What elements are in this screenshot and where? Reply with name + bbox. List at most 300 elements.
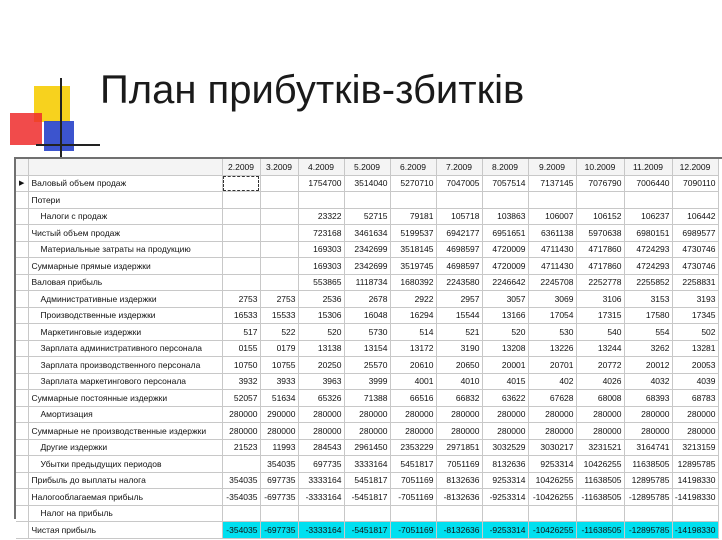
- table-row[interactable]: [16, 505, 718, 522]
- table-cell[interactable]: [222, 175, 260, 192]
- table-cell[interactable]: 51634: [260, 390, 298, 407]
- table-cell[interactable]: 20772: [576, 357, 624, 374]
- column-header[interactable]: 10.2009: [576, 159, 624, 175]
- table-cell[interactable]: 63622: [482, 390, 528, 407]
- table-cell[interactable]: 2353229: [390, 439, 436, 456]
- table-cell[interactable]: 20610: [390, 357, 436, 374]
- table-cell[interactable]: 20012: [624, 357, 672, 374]
- table-row[interactable]: [16, 456, 718, 473]
- table-cell[interactable]: [528, 192, 576, 209]
- table-cell[interactable]: 2536: [298, 291, 344, 308]
- table-cell[interactable]: 2753: [222, 291, 260, 308]
- table-cell[interactable]: 66832: [436, 390, 482, 407]
- table-cell[interactable]: [576, 192, 624, 209]
- table-cell[interactable]: 3032529: [482, 439, 528, 456]
- column-header[interactable]: 8.2009: [482, 159, 528, 175]
- table-cell[interactable]: 723168: [298, 225, 344, 242]
- table-cell[interactable]: 5199537: [390, 225, 436, 242]
- table-cell[interactable]: 7006440: [624, 175, 672, 192]
- table-cell[interactable]: [528, 505, 576, 522]
- table-cell[interactable]: 3519745: [390, 258, 436, 275]
- table-cell[interactable]: 3193: [672, 291, 718, 308]
- table-cell[interactable]: 13138: [298, 340, 344, 357]
- table-cell[interactable]: 280000: [528, 406, 576, 423]
- table-cell[interactable]: 13208: [482, 340, 528, 357]
- table-cell[interactable]: 280000: [344, 423, 390, 440]
- table-cell[interactable]: 4001: [390, 373, 436, 390]
- table-cell[interactable]: 5451817: [390, 456, 436, 473]
- table-cell[interactable]: 3213159: [672, 439, 718, 456]
- table-cell[interactable]: 4724293: [624, 241, 672, 258]
- table-cell[interactable]: 169303: [298, 241, 344, 258]
- table-cell[interactable]: 20650: [436, 357, 482, 374]
- table-cell[interactable]: [222, 505, 260, 522]
- table-cell[interactable]: 15533: [260, 307, 298, 324]
- table-cell[interactable]: 5970638: [576, 225, 624, 242]
- table-cell[interactable]: -354035: [222, 489, 260, 506]
- table-cell[interactable]: -697735: [260, 522, 298, 539]
- table-row[interactable]: [16, 241, 718, 258]
- table-cell[interactable]: 7090110: [672, 175, 718, 192]
- table-cell[interactable]: [436, 192, 482, 209]
- table-cell[interactable]: 7137145: [528, 175, 576, 192]
- table-cell[interactable]: 4720009: [482, 241, 528, 258]
- row-marker: [16, 340, 28, 357]
- table-cell[interactable]: 3030217: [528, 439, 576, 456]
- table-cell[interactable]: 280000: [260, 423, 298, 440]
- column-header[interactable]: 4.2009: [298, 159, 344, 175]
- row-marker: [16, 274, 28, 291]
- column-header[interactable]: 6.2009: [390, 159, 436, 175]
- table-cell[interactable]: 3333164: [298, 472, 344, 489]
- table-cell[interactable]: -8132636: [436, 489, 482, 506]
- table-cell[interactable]: 4730746: [672, 241, 718, 258]
- table-cell[interactable]: -7051169: [390, 522, 436, 539]
- profit-loss-table: [16, 159, 719, 539]
- table-cell[interactable]: [222, 258, 260, 275]
- table-row[interactable]: [16, 324, 718, 341]
- table-cell[interactable]: 280000: [672, 423, 718, 440]
- table-cell[interactable]: 10426255: [576, 456, 624, 473]
- table-cell[interactable]: 17580: [624, 307, 672, 324]
- table-cell[interactable]: 4717860: [576, 241, 624, 258]
- row-label: Прибыль до выплаты налога: [28, 472, 222, 489]
- table-cell[interactable]: 106152: [576, 208, 624, 225]
- column-header[interactable]: 2.2009: [222, 159, 260, 175]
- table-cell[interactable]: 280000: [298, 423, 344, 440]
- table-cell[interactable]: -9253314: [482, 522, 528, 539]
- table-cell[interactable]: [260, 192, 298, 209]
- table-cell[interactable]: 2678: [344, 291, 390, 308]
- table-cell[interactable]: [260, 175, 298, 192]
- table-cell[interactable]: 5270710: [390, 175, 436, 192]
- table-cell[interactable]: 25570: [344, 357, 390, 374]
- table-cell[interactable]: [260, 274, 298, 291]
- table-cell[interactable]: 12895785: [672, 456, 718, 473]
- table-cell[interactable]: 280000: [624, 406, 672, 423]
- table-cell[interactable]: -14198330: [672, 522, 718, 539]
- row-marker: [16, 505, 28, 522]
- table-cell[interactable]: 2255852: [624, 274, 672, 291]
- table-cell[interactable]: 4026: [576, 373, 624, 390]
- table-cell[interactable]: [482, 505, 528, 522]
- table-cell[interactable]: 13172: [390, 340, 436, 357]
- table-cell[interactable]: 4711430: [528, 241, 576, 258]
- table-cell[interactable]: 284543: [298, 439, 344, 456]
- table-cell[interactable]: -7051169: [390, 489, 436, 506]
- table-cell[interactable]: 23322: [298, 208, 344, 225]
- table-cell[interactable]: 52715: [344, 208, 390, 225]
- table-cell[interactable]: 280000: [390, 406, 436, 423]
- row-label: Валовый объем продаж: [28, 175, 222, 192]
- table-cell[interactable]: 7047005: [436, 175, 482, 192]
- table-row[interactable]: [16, 307, 718, 324]
- table-cell[interactable]: 3963: [298, 373, 344, 390]
- table-cell[interactable]: 20001: [482, 357, 528, 374]
- table-cell[interactable]: 5451817: [344, 472, 390, 489]
- table-cell[interactable]: 280000: [576, 423, 624, 440]
- table-cell[interactable]: 3190: [436, 340, 482, 357]
- table-cell[interactable]: -10426255: [528, 489, 576, 506]
- table-cell[interactable]: -354035: [222, 522, 260, 539]
- table-cell[interactable]: [344, 505, 390, 522]
- table-cell[interactable]: 3262: [624, 340, 672, 357]
- table-cell[interactable]: 71388: [344, 390, 390, 407]
- table-cell[interactable]: [390, 505, 436, 522]
- table-cell[interactable]: 4724293: [624, 258, 672, 275]
- table-row[interactable]: [16, 489, 718, 506]
- table-cell[interactable]: -8132636: [436, 522, 482, 539]
- table-cell[interactable]: 3932: [222, 373, 260, 390]
- table-cell[interactable]: 9253314: [528, 456, 576, 473]
- table-cell[interactable]: 3069: [528, 291, 576, 308]
- table-cell[interactable]: 4015: [482, 373, 528, 390]
- table-cell[interactable]: 103863: [482, 208, 528, 225]
- table-row[interactable]: [16, 472, 718, 489]
- table-cell[interactable]: 16048: [344, 307, 390, 324]
- table-cell[interactable]: 280000: [528, 423, 576, 440]
- table-cell[interactable]: 2342699: [344, 258, 390, 275]
- table-cell[interactable]: 2342699: [344, 241, 390, 258]
- table-cell[interactable]: [260, 241, 298, 258]
- table-cell[interactable]: 2243580: [436, 274, 482, 291]
- table-cell[interactable]: 540: [576, 324, 624, 341]
- table-cell[interactable]: 280000: [222, 406, 260, 423]
- table-cell[interactable]: 8132636: [436, 472, 482, 489]
- table-cell[interactable]: 3933: [260, 373, 298, 390]
- table-cell[interactable]: 4698597: [436, 241, 482, 258]
- table-cell[interactable]: 2245708: [528, 274, 576, 291]
- table-cell[interactable]: 68008: [576, 390, 624, 407]
- table-cell[interactable]: 553865: [298, 274, 344, 291]
- table-cell[interactable]: 280000: [436, 423, 482, 440]
- table-cell[interactable]: [222, 456, 260, 473]
- table-cell[interactable]: 10755: [260, 357, 298, 374]
- table-cell[interactable]: 16533: [222, 307, 260, 324]
- table-cell[interactable]: 17054: [528, 307, 576, 324]
- table-cell[interactable]: 1754700: [298, 175, 344, 192]
- table-cell[interactable]: -5451817: [344, 522, 390, 539]
- row-label: Другие издержки: [28, 439, 222, 456]
- table-cell[interactable]: 13281: [672, 340, 718, 357]
- column-header[interactable]: 9.2009: [528, 159, 576, 175]
- table-row[interactable]: [16, 439, 718, 456]
- table-row[interactable]: [16, 192, 718, 209]
- table-cell[interactable]: 0155: [222, 340, 260, 357]
- table-cell[interactable]: 354035: [222, 472, 260, 489]
- table-cell[interactable]: [222, 241, 260, 258]
- table-cell[interactable]: 106007: [528, 208, 576, 225]
- table-cell[interactable]: [672, 192, 718, 209]
- table-cell[interactable]: 11638505: [624, 456, 672, 473]
- table-cell[interactable]: -11638505: [576, 489, 624, 506]
- table-cell[interactable]: [260, 505, 298, 522]
- table-cell[interactable]: [298, 192, 344, 209]
- table-cell[interactable]: 3333164: [344, 456, 390, 473]
- table-cell[interactable]: 16294: [390, 307, 436, 324]
- table-cell[interactable]: 3153: [624, 291, 672, 308]
- table-cell[interactable]: [222, 208, 260, 225]
- table-row[interactable]: [16, 340, 718, 357]
- row-label: Суммарные прямые издержки: [28, 258, 222, 275]
- table-cell[interactable]: 13244: [576, 340, 624, 357]
- table-cell[interactable]: 4039: [672, 373, 718, 390]
- table-cell[interactable]: 8132636: [482, 456, 528, 473]
- column-header[interactable]: 3.2009: [260, 159, 298, 175]
- row-label: Суммарные не производственные издержки: [28, 423, 222, 440]
- table-row[interactable]: [16, 423, 718, 440]
- table-cell[interactable]: 14198330: [672, 472, 718, 489]
- table-cell[interactable]: 530: [528, 324, 576, 341]
- table-cell[interactable]: 280000: [482, 423, 528, 440]
- table-cell[interactable]: -10426255: [528, 522, 576, 539]
- table-cell[interactable]: 520: [482, 324, 528, 341]
- table-cell[interactable]: [390, 192, 436, 209]
- table-cell[interactable]: 12895785: [624, 472, 672, 489]
- table-cell[interactable]: 5730: [344, 324, 390, 341]
- table-cell[interactable]: 3231521: [576, 439, 624, 456]
- table-cell[interactable]: [222, 274, 260, 291]
- header-row: [16, 159, 718, 175]
- table-cell[interactable]: 6989577: [672, 225, 718, 242]
- table-cell[interactable]: 106442: [672, 208, 718, 225]
- table-cell[interactable]: 52057: [222, 390, 260, 407]
- table-cell[interactable]: 1680392: [390, 274, 436, 291]
- table-cell[interactable]: 15306: [298, 307, 344, 324]
- table-cell[interactable]: [222, 192, 260, 209]
- table-cell[interactable]: [260, 208, 298, 225]
- table-cell[interactable]: 3106: [576, 291, 624, 308]
- table-cell[interactable]: 2252778: [576, 274, 624, 291]
- table-cell[interactable]: -12895785: [624, 522, 672, 539]
- row-label: Потери: [28, 192, 222, 209]
- table-cell[interactable]: 6942177: [436, 225, 482, 242]
- table-cell[interactable]: 11993: [260, 439, 298, 456]
- table-cell[interactable]: 517: [222, 324, 260, 341]
- table-cell[interactable]: -3333164: [298, 489, 344, 506]
- table-cell[interactable]: 280000: [222, 423, 260, 440]
- table-cell[interactable]: 402: [528, 373, 576, 390]
- table-cell[interactable]: 10750: [222, 357, 260, 374]
- table-cell[interactable]: 280000: [482, 406, 528, 423]
- row-marker: [16, 192, 28, 209]
- table-cell[interactable]: 354035: [260, 456, 298, 473]
- row-label: Налог на прибыль: [28, 505, 222, 522]
- table-cell[interactable]: 521: [436, 324, 482, 341]
- table-cell[interactable]: 21523: [222, 439, 260, 456]
- table-cell[interactable]: 280000: [624, 423, 672, 440]
- table-cell[interactable]: 4010: [436, 373, 482, 390]
- table-row[interactable]: [16, 357, 718, 374]
- table-cell[interactable]: [624, 192, 672, 209]
- decor-horizontal-line: [36, 144, 100, 146]
- page-title: План прибутків-збитків: [100, 68, 525, 112]
- table-cell[interactable]: 2922: [390, 291, 436, 308]
- table-row[interactable]: [16, 522, 718, 539]
- row-label: Материальные затраты на продукцию: [28, 241, 222, 258]
- table-cell[interactable]: 17315: [576, 307, 624, 324]
- table-row[interactable]: [16, 291, 718, 308]
- table-cell[interactable]: 13226: [528, 340, 576, 357]
- table-cell[interactable]: 522: [260, 324, 298, 341]
- table-cell[interactable]: -9253314: [482, 489, 528, 506]
- table-cell[interactable]: [260, 225, 298, 242]
- table-cell[interactable]: [576, 505, 624, 522]
- table-row[interactable]: [16, 175, 718, 192]
- table-cell[interactable]: 4698597: [436, 258, 482, 275]
- table-cell[interactable]: 169303: [298, 258, 344, 275]
- row-label: Суммарные постоянные издержки: [28, 390, 222, 407]
- table-cell[interactable]: 2753: [260, 291, 298, 308]
- table-cell[interactable]: 20053: [672, 357, 718, 374]
- table-cell[interactable]: 7057514: [482, 175, 528, 192]
- table-cell[interactable]: -697735: [260, 489, 298, 506]
- table-cell[interactable]: 3164741: [624, 439, 672, 456]
- table-cell[interactable]: 502: [672, 324, 718, 341]
- table-cell[interactable]: 3057: [482, 291, 528, 308]
- column-header[interactable]: 12.2009: [672, 159, 718, 175]
- table-cell[interactable]: 15544: [436, 307, 482, 324]
- table-cell[interactable]: -12895785: [624, 489, 672, 506]
- table-cell[interactable]: [298, 505, 344, 522]
- table-cell[interactable]: 514: [390, 324, 436, 341]
- table-cell[interactable]: 3461634: [344, 225, 390, 242]
- table-cell[interactable]: 20250: [298, 357, 344, 374]
- row-marker: [16, 291, 28, 308]
- table-cell[interactable]: 105718: [436, 208, 482, 225]
- row-label: Зарплата производственного персонала: [28, 357, 222, 374]
- table-cell[interactable]: 2961450: [344, 439, 390, 456]
- table-cell[interactable]: 4717860: [576, 258, 624, 275]
- table-cell[interactable]: 7051169: [436, 456, 482, 473]
- table-cell[interactable]: 67628: [528, 390, 576, 407]
- table-row[interactable]: [16, 208, 718, 225]
- table-cell[interactable]: 2246642: [482, 274, 528, 291]
- table-cell[interactable]: 6951651: [482, 225, 528, 242]
- table-cell[interactable]: 280000: [436, 406, 482, 423]
- table-cell[interactable]: 10426255: [528, 472, 576, 489]
- spreadsheet[interactable]: [14, 157, 722, 535]
- table-cell[interactable]: [624, 505, 672, 522]
- table-cell[interactable]: 280000: [390, 423, 436, 440]
- row-label: Зарплата маркетингового персонала: [28, 373, 222, 390]
- table-cell[interactable]: 65326: [298, 390, 344, 407]
- table-cell[interactable]: 7076790: [576, 175, 624, 192]
- table-cell[interactable]: 4032: [624, 373, 672, 390]
- column-header[interactable]: 5.2009: [344, 159, 390, 175]
- table-cell[interactable]: 697735: [298, 456, 344, 473]
- header-label-column: [28, 159, 222, 175]
- table-cell[interactable]: 20701: [528, 357, 576, 374]
- table-cell[interactable]: [436, 505, 482, 522]
- table-cell[interactable]: 280000: [576, 406, 624, 423]
- table-cell[interactable]: [672, 505, 718, 522]
- table-cell[interactable]: -3333164: [298, 522, 344, 539]
- table-cell[interactable]: -5451817: [344, 489, 390, 506]
- table-row[interactable]: [16, 258, 718, 275]
- table-cell[interactable]: 2957: [436, 291, 482, 308]
- table-cell[interactable]: 6980151: [624, 225, 672, 242]
- table-row[interactable]: [16, 225, 718, 242]
- table-row[interactable]: [16, 274, 718, 291]
- table-cell[interactable]: 3514040: [344, 175, 390, 192]
- table-cell[interactable]: -14198330: [672, 489, 718, 506]
- row-marker: [16, 439, 28, 456]
- table-cell[interactable]: 68393: [624, 390, 672, 407]
- table-cell[interactable]: 280000: [298, 406, 344, 423]
- table-cell[interactable]: 68783: [672, 390, 718, 407]
- table-cell[interactable]: 554: [624, 324, 672, 341]
- column-header[interactable]: 11.2009: [624, 159, 672, 175]
- table-cell[interactable]: -11638505: [576, 522, 624, 539]
- table-row[interactable]: [16, 390, 718, 407]
- table-cell[interactable]: 4720009: [482, 258, 528, 275]
- table-cell[interactable]: 17345: [672, 307, 718, 324]
- table-cell[interactable]: 520: [298, 324, 344, 341]
- table-cell[interactable]: 9253314: [482, 472, 528, 489]
- table-cell[interactable]: 13166: [482, 307, 528, 324]
- table-cell[interactable]: 3999: [344, 373, 390, 390]
- table-cell[interactable]: 0179: [260, 340, 298, 357]
- table-cell[interactable]: 280000: [672, 406, 718, 423]
- table-cell[interactable]: [222, 225, 260, 242]
- table-cell[interactable]: [344, 192, 390, 209]
- decor-red-square: [10, 113, 42, 145]
- table-cell[interactable]: 4730746: [672, 258, 718, 275]
- table-cell[interactable]: 4711430: [528, 258, 576, 275]
- table-cell[interactable]: [260, 258, 298, 275]
- table-cell[interactable]: 6361138: [528, 225, 576, 242]
- table-cell[interactable]: 280000: [344, 406, 390, 423]
- table-cell[interactable]: [482, 192, 528, 209]
- table-cell[interactable]: 290000: [260, 406, 298, 423]
- table-cell[interactable]: 13154: [344, 340, 390, 357]
- table-cell[interactable]: 3518145: [390, 241, 436, 258]
- table-cell[interactable]: 79181: [390, 208, 436, 225]
- table-cell[interactable]: 106237: [624, 208, 672, 225]
- table-cell[interactable]: 66516: [390, 390, 436, 407]
- column-header[interactable]: 7.2009: [436, 159, 482, 175]
- table-cell[interactable]: 11638505: [576, 472, 624, 489]
- table-cell[interactable]: 1118734: [344, 274, 390, 291]
- table-cell[interactable]: 2971851: [436, 439, 482, 456]
- table-row[interactable]: [16, 406, 718, 423]
- table-row[interactable]: [16, 373, 718, 390]
- header-corner: [16, 159, 28, 175]
- table-cell[interactable]: 7051169: [390, 472, 436, 489]
- table-cell[interactable]: 2258831: [672, 274, 718, 291]
- table-cell[interactable]: 697735: [260, 472, 298, 489]
